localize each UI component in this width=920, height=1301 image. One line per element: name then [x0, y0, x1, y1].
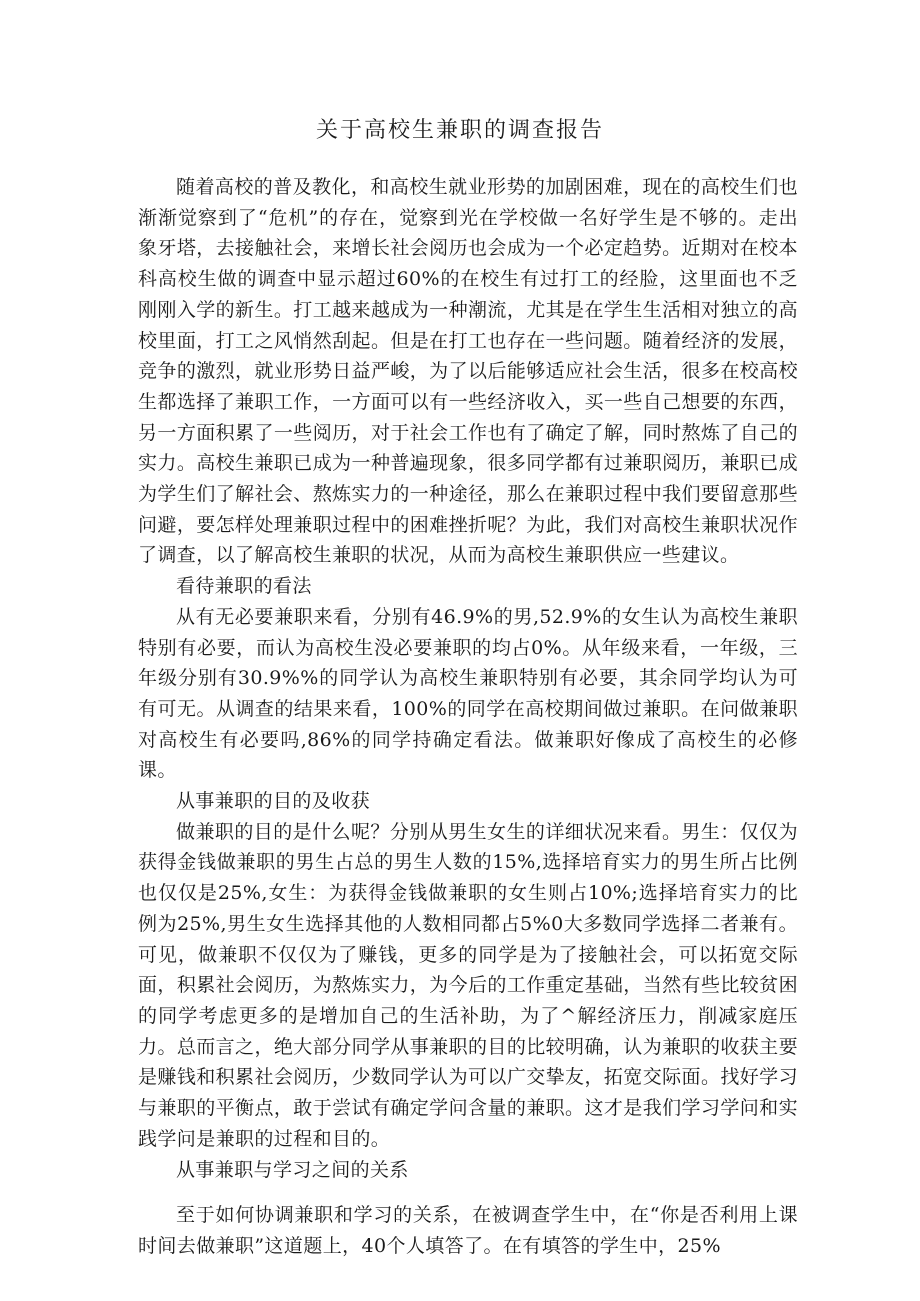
document-body: [138, 172, 798, 1262]
section-body-views: 从有无必要兼职来看，分别有46.9%的男,52.9%的女生认为高校生兼职特别有必要，而认为高校生没必要兼职的均占0%。从年级来看，一年级，三年级分别有30.9%%的同学认为高校生兼职特别有必要，其余同学均认为可有可无。从调查的结果来看，100%的同学在高校期间做过兼职。在问做兼职对高校生有必要吗,86%的同学持确定看法。做兼职好像成了高校生的必修课。: [138, 605, 798, 782]
section-heading-study-relation: 从事兼职与学习之间的关系: [176, 1158, 409, 1181]
document-title: 关于高校生兼职的调查报告: [315, 118, 604, 143]
section-body-purpose: 做兼职的目的是什么呢？分别从男生女生的详细状况来看。男生：仅仅为获得金钱做兼职的男生占总的男生人数的15%,选择培育实力的男生所占比例也仅仅是25%,女生：为获得金钱做兼职的女生则占10%;选择培育实力的比例为25%,男生女生选择其他的人数相同都占5%0大多数同学选择二者兼有。可见，做兼职不仅仅为了赚钱，更多的同学是为了接触社会，可以拓宽交际面，积累社会阅历，为熬炼实力，为今后的工作重定基础，当然有些比较贫困的同学考虑更多的是增加自己的生活补助，为了^解经济压力，削减家庭压力。总而言之，绝大部分同学从事兼职的目的比较明确，认为兼职的收获主要是赚钱和积累社会阅历，少数同学认为可以广交挚友，拓宽交际面。找好学习与兼职的平衡点，敢于尝试有确定学问含量的兼职。这才是我们学习学问和实践学问是兼职的过程和目的。: [138, 820, 798, 1150]
section-heading-views: 看待兼职的看法: [176, 575, 312, 598]
intro-paragraph: 随着高校的普及教化，和高校生就业形势的加剧困难，现在的高校生们也渐渐觉察到了“危机”的存在，觉察到光在学校做一名好学生是不够的。走出象牙塔，去接触社会，来增长社会阅历也会成为一个必定趋势。近期对在校本科高校生做的调查中显示超过60%的在校生有过打工的经脸，这里面也不乏刚刚入学的新生。打工越来越成为一种潮流，尤其是在学生生活相对独立的高校里面，打工之风悄然刮起。但是在打工也存在一些问题。随着经济的发展，竞争的激烈，就业形势日益严峻，为了以后能够适应社会生活，很多在校高校生都选择了兼职工作，一方面可以有一些经济收入，买一些自己想要的东西，另一方面积累了一些阅历，对于社会工作也有了确定了解，同时熬炼了自己的实力。高校生兼职已成为一种普遍现象，很多同学都有过兼职阅历，兼职已成为学生们了解社会、熬炼实力的一种途径，那么在兼职过程中我们要留意那些问避，要怎样处理兼职过程中的困难挫折呢？为此，我们对高校生兼职状况作了调查，以了解高校生兼职的状况，从而为高校生兼职供应一些建议。: [138, 176, 798, 567]
spacer: [138, 1185, 798, 1200]
section-heading-purpose: 从事兼职的目的及收获: [176, 790, 371, 813]
section-body-study-relation: 至于如何协调兼职和学习的关系，在被调查学生中，在“你是否利用上课时间去做兼职”这道题上，40个人填答了。在有填答的学生中，25%: [138, 1204, 798, 1257]
